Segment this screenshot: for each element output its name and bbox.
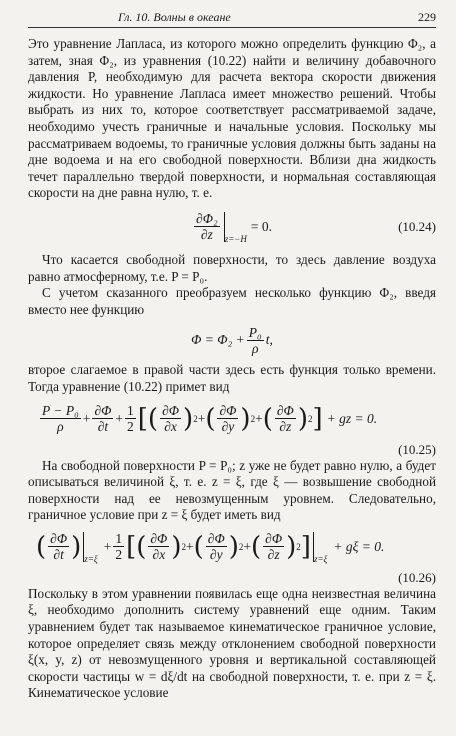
page-number: 229 [418, 10, 436, 24]
paragraph-2: Что касается свободной поверхности, то здесь давление воздуха равно атмосферному, т.е. P = P₀. [28, 251, 436, 284]
paragraph-3: С учетом сказанного преобразуем несколько функцию Φ₂, введя вместо нее функцию [28, 285, 436, 317]
paragraph-6: Поскольку в этом уравнении появилась еще одна неизвестная величина ξ, необходимо дополнить систему уравнений еще одним. Таким уравнением будет так называемое кинематическое граничное условие, которое определяет связь между отклонением свободной поверхности ξ(x, y, z) от невозмущенного уровня и вертикальной составляющей скорости частицы w = dξ/dt на свободной поверхности, т. е. при z = ξ. Кинематическое условие [28, 585, 436, 701]
eq1-fraction: $\frac{\text{∂Φ₂}}{\partial z}$ [196, 211, 218, 243]
equation-label: (10.24) [398, 218, 436, 234]
equation-10-24: $\frac{\text{∂Φ₂}}{\partial z}$ z=−H = 0. (10.24) [196, 211, 436, 244]
book-page [28, 10, 436, 702]
paragraph-4: второе слагаемое в правой части здесь есть функция только времени. Тогда уравнение (10.22) примет вид [28, 362, 436, 394]
chapter-title: Гл. 10. Волны в океане [118, 10, 231, 24]
equation-phi: Φ = Φ₂ + $\frac{\text{P₀}}{\rho}$ t, [191, 324, 273, 356]
running-header [28, 10, 436, 28]
equation-10-25: $\frac{\text{P − P₀}}{\rho}$ + $\frac{\partial\Phi}{\partial t}$ + $\frac{1}{2}$ [ ( $\frac{\partial\Phi}{\partial x}$ ) 2 + ( $\frac{\partial\Phi}{\partial y}$ ) 2 + ( $\frac{\partial\Phi}{\partial z}$ ) 2 ] + gz = 0. [42, 403, 378, 434]
paragraph-5: На свободной поверхности P = P₀; z уже не будет равно нулю, а будет описываться величиной ξ, т. е. z = ξ, где ξ — возвышение свободной поверхности над ее невозмущенным уровнем. Следовательно, граничное условие при z = ξ будет иметь вид [28, 457, 436, 523]
equation-label-10-26: (10.26) [398, 569, 436, 585]
paragraph-1: Это уравнение Лапласа, из которого можно определить функцию Φ₂, а затем, зная Φ₂, из уравнения (10.22) найти и величину добавочного давления P, необходимую для расчета вектора скорости движения жидкости. Но уравнение Лапласа имеет множество решений. Чтобы выбрать из них то, которое соответствует рассматриваемой задаче, необходимо учесть граничные и начальные условия. Поскольку мы рассматриваем водоемы, то граничные условия должны быть заданы на дне водоема и на его свободной поверхности. Вблизи дна жидкость течет параллельно твердой поверхности, и нормальная составляющая скорости на дне равна нулю, т. е. [28, 36, 436, 201]
equation-label-10-25: (10.25) [398, 441, 436, 457]
equation-10-26: ( $\frac{\partial\Phi}{\partial t}$ ) z=ξ + $\frac{1}{2}$ [ ( $\frac{\partial\Phi}{\partial x}$ ) 2 + ( $\frac{\partial\Phi}{\partial y}$ ) 2 + ( $\frac{\partial\Phi}{\partial z}$ ) 2 ] z=ξ + gξ = 0. [36, 531, 385, 564]
